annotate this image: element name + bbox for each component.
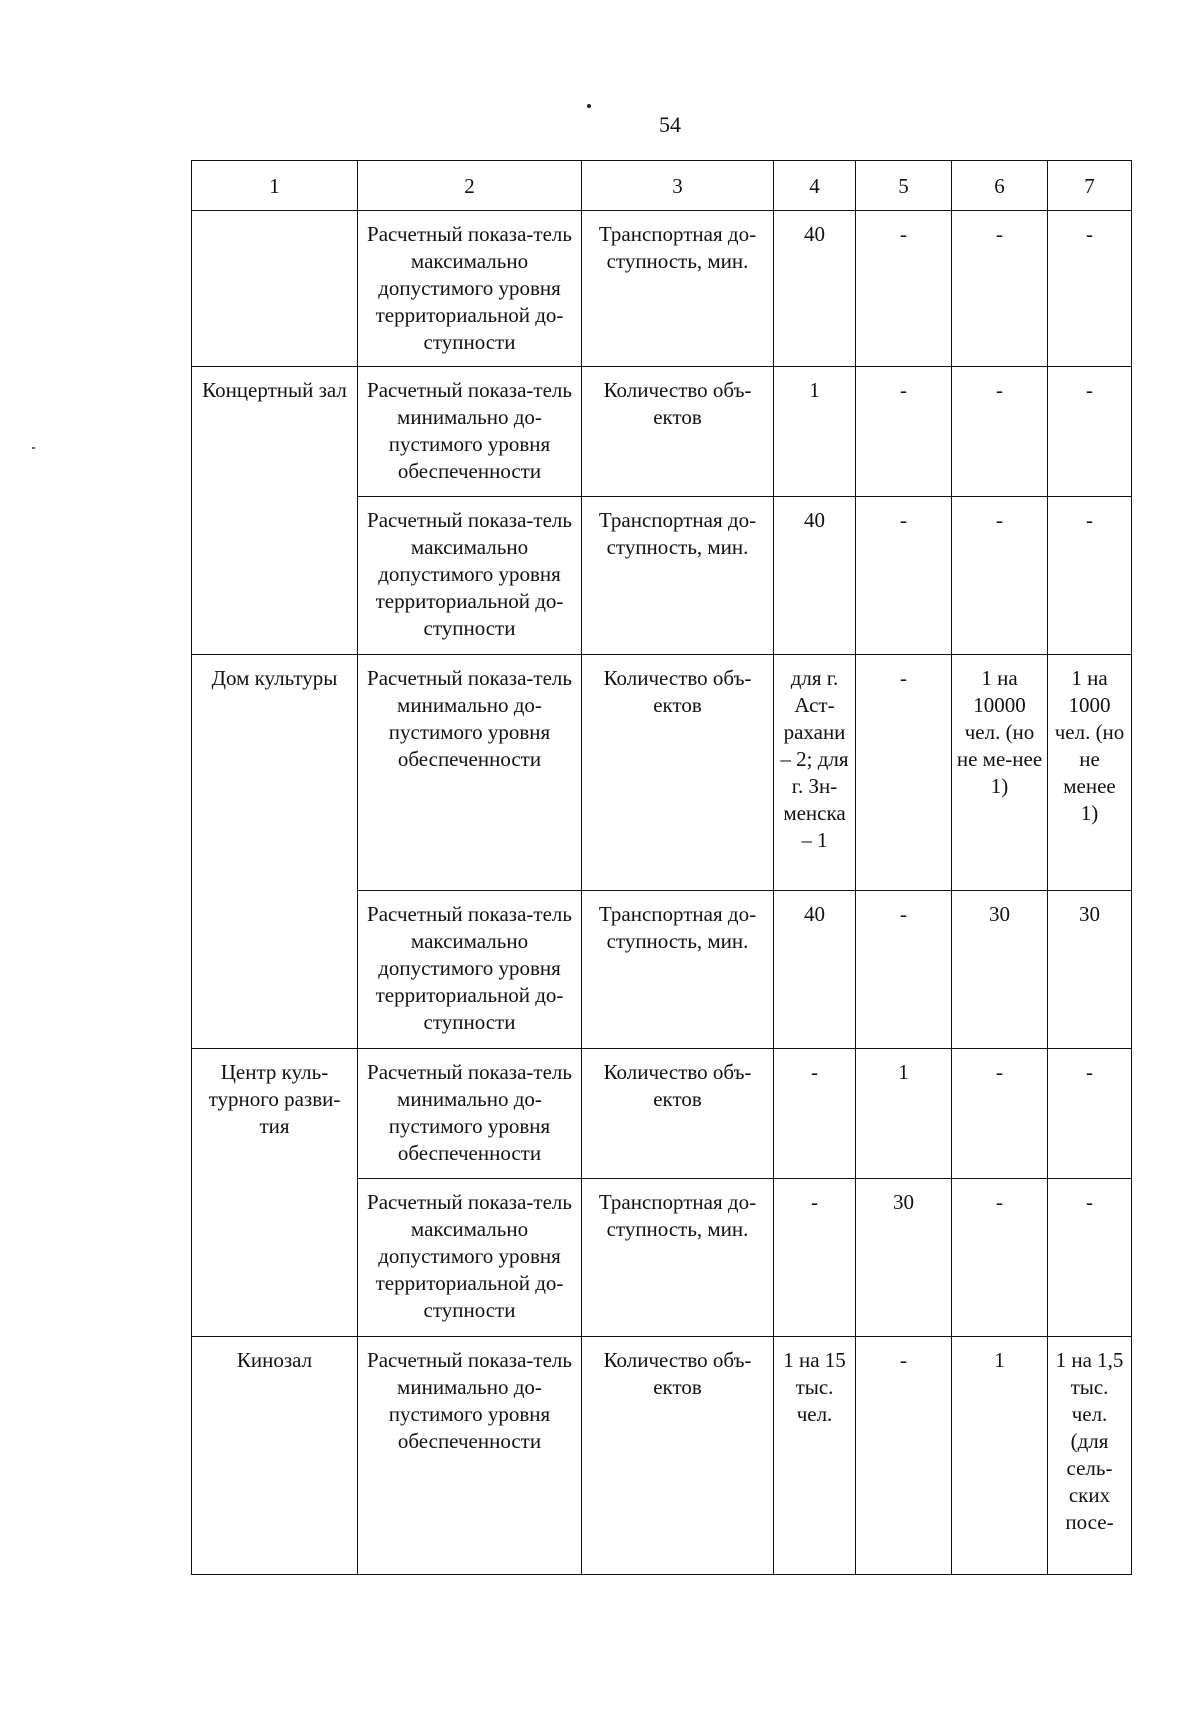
standards-table: [191, 160, 1132, 1575]
indicator-cell: Расчетный показа-тель минимально до-пустимого уровня обеспеченности: [358, 1049, 582, 1179]
value-cell: 1: [774, 367, 856, 497]
value-cell: -: [774, 1179, 856, 1337]
value-cell: -: [952, 367, 1048, 497]
column-header: 4: [774, 161, 856, 211]
column-header: 7: [1048, 161, 1132, 211]
value-cell: 30: [856, 1179, 952, 1337]
indicator-cell: Расчетный показа-тель минимально до-пустимого уровня обеспеченности: [358, 1337, 582, 1575]
column-header: 1: [192, 161, 358, 211]
indicator-cell: Расчетный показа-тель минимально до-пустимого уровня обеспеченности: [358, 655, 582, 891]
scan-speck: [32, 447, 35, 449]
indicator-cell: Расчетный показа-тель максимально допустимого уровня территориальной до-ступности: [358, 891, 582, 1049]
value-cell: 30: [952, 891, 1048, 1049]
column-header: 6: [952, 161, 1048, 211]
value-cell: 1 на 15 тыс. чел.: [774, 1337, 856, 1575]
value-cell: 1: [856, 1049, 952, 1179]
facility-cell: Центр куль-турного разви-тия: [192, 1049, 358, 1337]
value-cell: 40: [774, 497, 856, 655]
table-row: [192, 1049, 1132, 1179]
value-cell: -: [1048, 1179, 1132, 1337]
value-cell: -: [1048, 211, 1132, 367]
measure-cell: Транспортная до-ступность, мин.: [582, 891, 774, 1049]
value-cell: -: [856, 655, 952, 891]
value-cell: -: [1048, 367, 1132, 497]
value-cell: 40: [774, 211, 856, 367]
value-cell: -: [856, 1337, 952, 1575]
indicator-cell: Расчетный показа-тель минимально до-пустимого уровня обеспеченности: [358, 367, 582, 497]
indicator-cell: Расчетный показа-тель максимально допустимого уровня территориальной до-ступности: [358, 497, 582, 655]
value-cell: для г. Аст-рахани – 2; для г. Зн-менска – 1: [774, 655, 856, 891]
table-row: [192, 655, 1132, 891]
value-cell: -: [856, 211, 952, 367]
value-cell: 1: [952, 1337, 1048, 1575]
value-cell: -: [856, 497, 952, 655]
scan-speck: [587, 104, 591, 108]
column-header: 2: [358, 161, 582, 211]
facility-cell: [192, 211, 358, 367]
facility-cell: Кинозал: [192, 1337, 358, 1575]
value-cell: -: [952, 1049, 1048, 1179]
measure-cell: Транспортная до-ступность, мин.: [582, 211, 774, 367]
indicator-cell: Расчетный показа-тель максимально допустимого уровня территориальной до-ступности: [358, 1179, 582, 1337]
value-cell: 1 на 1000 чел. (но не менее 1): [1048, 655, 1132, 891]
value-cell: -: [952, 1179, 1048, 1337]
measure-cell: Транспортная до-ступность, мин.: [582, 497, 774, 655]
column-header: 5: [856, 161, 952, 211]
value-cell: -: [856, 891, 952, 1049]
page-number: 54: [659, 112, 681, 137]
value-cell: 40: [774, 891, 856, 1049]
indicator-cell: Расчетный показа-тель максимально допустимого уровня территориальной до-ступности: [358, 211, 582, 367]
value-cell: 30: [1048, 891, 1132, 1049]
column-header: 3: [582, 161, 774, 211]
value-cell: -: [1048, 497, 1132, 655]
facility-cell: Концертный зал: [192, 367, 358, 655]
table-header-row: [192, 161, 1132, 211]
measure-cell: Транспортная до-ступность, мин.: [582, 1179, 774, 1337]
measure-cell: Количество объ-ектов: [582, 1049, 774, 1179]
value-cell: -: [774, 1049, 856, 1179]
measure-cell: Количество объ-ектов: [582, 655, 774, 891]
facility-cell: Дом культуры: [192, 655, 358, 1049]
measure-cell: Количество объ-ектов: [582, 1337, 774, 1575]
value-cell: -: [952, 497, 1048, 655]
value-cell: -: [856, 367, 952, 497]
table-row: [192, 367, 1132, 497]
value-cell: -: [952, 211, 1048, 367]
table-row: [192, 211, 1132, 367]
value-cell: 1 на 1,5 тыс. чел. (для сель-ских посе-: [1048, 1337, 1132, 1575]
table-row: [192, 1337, 1132, 1575]
measure-cell: Количество объ-ектов: [582, 367, 774, 497]
value-cell: 1 на 10000 чел. (но не ме-нее 1): [952, 655, 1048, 891]
value-cell: -: [1048, 1049, 1132, 1179]
